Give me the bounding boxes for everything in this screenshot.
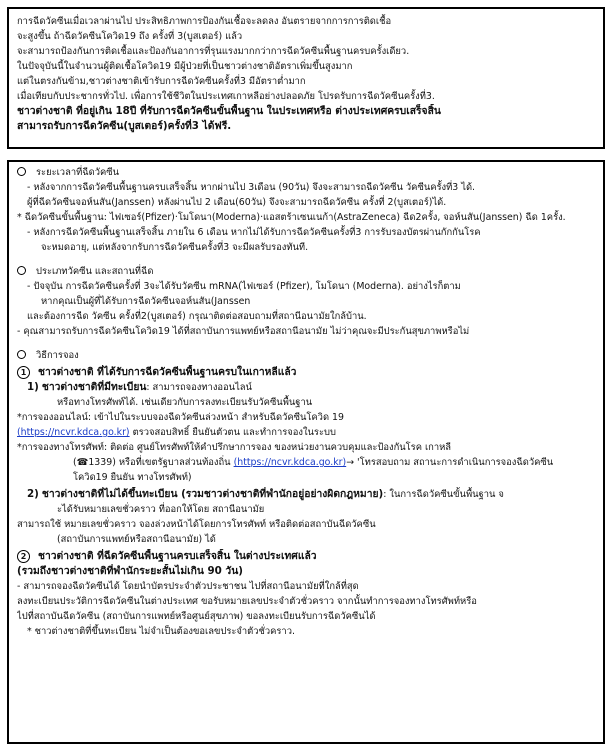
booking-section2-subtitle: (รวมถึงชาวต่างชาติที่พำนักระยะสั้นไม่เกิน 90 วัน): [17, 565, 243, 577]
vaccine-type-heading-text: ประเภทวัคซีน และสถานที่ฉีด: [36, 266, 154, 277]
sub2-line: ะได้รับหมายเลขชั่วคราว ที่ออกให้โดย สถานีอนามัย: [57, 504, 265, 515]
intro-line: แต่ในตรงกันข้าม,ชาวต่างชาติเข้ารับการฉีดวัคซีนครั้งที่3 มีอัตราต่ำมาก: [17, 76, 306, 87]
booking-section2-title: [17, 549, 595, 564]
vaccine-type-line: - คุณสามารถรับการฉีดวัคซีนโควิด19 ได้ที่สถาบันการแพทย์หรือสถานีอนามัย ไม่ว่าคุณจะมีประกันสุขภาพหรือไม่: [17, 326, 470, 337]
online-line2-rest: ตรวจสอบสิทธิ์ ยืนยันตัวตน และทำการจองในระบบ: [129, 427, 336, 438]
schedule-heading: [17, 165, 595, 180]
main-box: [7, 160, 605, 744]
phone-booking-line2: [17, 455, 595, 470]
sub1-heading: [17, 380, 595, 395]
circle-bullet-icon: [17, 350, 26, 359]
section2-line: * ชาวต่างชาติที่ขึ้นทะเบียน ไม่จำเป็นต้องขอเลขประจำตัวชั่วคราว.: [27, 626, 295, 637]
schedule-heading-text: ระยะเวลาที่ฉีดวัคซีน: [36, 167, 120, 178]
sub1-number: 1): [27, 381, 39, 393]
schedule-line: - หลังการฉีดวัคซีนพื้นฐานเสร็จสิ้น ภายใน 6 เดือน หากไม่ได้รับการฉีดวัคซีนครั้งที่3 การรับรองบัตรผ่านกักกันโรค: [27, 227, 481, 238]
vaccine-type-line: หากคุณเป็นผู้ที่ได้รับการฉีดวัคซีนจอห์นสัน(Janssen: [41, 296, 251, 307]
sub1-rest: : สามารถจองทางออนไลน์: [146, 382, 252, 393]
number-circle-icon: 1: [17, 366, 30, 379]
section2-title-text: ชาวต่างชาติ ที่ฉีดวัคซีนพื้นฐานครบเสร็จสิ้น ในต่างประเทศแล้ว: [38, 550, 317, 562]
sub2-heading: [17, 487, 595, 502]
number-circle-icon: 2: [17, 550, 30, 563]
circle-bullet-icon: [17, 266, 26, 275]
online-booking-line: *การจองออนไลน์: เข้าไปในระบบจองฉีดวัคซีนล่วงหน้า สำหรับฉีดวัคซีนโควิด 19: [17, 412, 344, 423]
intro-line: ในปัจจุบันนี้ในจำนวนผู้ติดเชื้อโควิด19 มีผู้ป่วยที่เป็นชาวต่างชาติอัตราเพิ่มขึ้นสูงมาก: [17, 61, 353, 72]
schedule-line: จะหมดอายุ, แต่หลังจากรับการฉีดวัคซีนครั้งที่3 จะมีผลรับรองทันที.: [41, 242, 309, 253]
intro-bold-line: ชาวต่างชาติ ที่อยู่เกิน 18ปี ที่รับการฉีดวัคซีนขั้นพื้นฐาน ในประเทศหรือ ต่างประเทศครบเสร็จสิ้น: [17, 105, 441, 117]
sub2-line: (สถาบันการแพทย์หรือสถานีอนามัย) ได้: [57, 534, 216, 545]
circle-bullet-icon: [17, 167, 26, 176]
intro-line: จะสามารถป้องกันการติดเชื้อและป้องกันอาการที่รุนแรงมากกว่าการฉีดวัคซีนพื้นฐานครบครั้งเดียว.: [17, 46, 410, 57]
section2-line: - สามารถจองฉีดวัคซีนได้ โดยนำบัตรประจำตัวประชาชน ไปที่สถานีอนามัยที่ใกล้ที่สุด: [17, 581, 359, 592]
phone-line2-post: → 'โทรสอบถาม สถานะการดำเนินการจองฉีดวัคซีน: [346, 457, 554, 468]
sub2-line: สามารถใช้ หมายเลขชั่วคราว จองล่วงหน้าได้โดยการโทรศัพท์ หรือติดต่อสถาบันฉีดวัคซีน: [17, 519, 376, 530]
sub2-number: 2): [27, 488, 39, 500]
booking-section1-title: [17, 365, 595, 380]
sub1-line: หรือทางโทรศัพท์ได้. เช่นเดียวกับการลงทะเบียนรับวัคซีนพื้นฐาน: [57, 397, 313, 408]
phone-line2-pre: (☎1339) หรือที่เขตรัฐบาลส่วนท้องถิ่น: [73, 457, 231, 468]
ncvr-link[interactable]: (https://ncvr.kdca.go.kr): [17, 427, 130, 438]
sub1-title: ชาวต่างชาติที่มีทะเบียน: [41, 381, 147, 393]
intro-box: [7, 7, 605, 149]
intro-line: เมื่อเทียบกับประชากรทั่วไป. เพื่อการใช้ชีวิตในประเทศเกาหลีอย่างปลอดภัย โปรดรับการฉีดวัคซีนครั้งที่3.: [17, 91, 435, 102]
vaccine-type-line: และต้องการฉีด วัคซีน ครั้งที่2(บูสเตอร์) กรุณาติดต่อสอบถามที่สถานีอนามัยใกล้บ้าน.: [27, 311, 367, 322]
phone-booking-line: *การจองทางโทรศัพท์: ติดต่อ ศูนย์โทรศัพท์ให้คำปรึกษาการจอง ของหน่วยงานควบคุมและป้องกันโรค เกาหลี: [17, 442, 452, 453]
sub2-rest: : ในการฉีดวัคซีนขั้นพื้นฐาน จ: [383, 489, 504, 500]
vaccine-type-heading: [17, 264, 595, 279]
schedule-line: ผู้ที่ฉีดวัคซีนจอห์นสัน(Janssen) หลังผ่านไป 2 เดือน(60วัน) จึงจะสามารถฉีดวัคซีน ครั้งที่ 2(บูสเตอร์)ได้.: [27, 197, 447, 208]
intro-line: การฉีดวัคซีนเมื่อเวลาผ่านไป ประสิทธิภาพการป้องกันเชื้อจะลดลง อันตรายจากการการติดเชื้อ: [17, 16, 392, 27]
intro-bold-line: สามารถรับการฉีดวัคซีน(บูสเตอร์)ครั้งที่3 ได้ฟรี.: [17, 120, 232, 132]
phone-booking-line3: โควิด19 ยืนยัน ทางโทรศัพท์): [73, 472, 192, 483]
schedule-line: - หลังจากการฉีดวัคซีนพื้นฐานครบเสร็จสิ้น หากผ่านไป 3เดือน (90วัน) จึงจะสามารถฉีดวัคซีน วัคซีนครั้งที่3 ได้.: [27, 182, 476, 193]
schedule-line: * ฉีดวัคซีนขั้นพื้นฐาน: ไฟเซอร์(Pfizer)·โมโดนา(Moderna)·แอสตร้าเซนเนก้า(AstraZeneca) ฉีด2ครั้ง, จอห์นสัน(Janssen) ฉีด 1ครั้ง.: [17, 212, 566, 223]
booking-heading-text: วิธีการจอง: [36, 350, 79, 361]
online-booking-line2: [17, 425, 595, 440]
sub2-title: ชาวต่างชาติที่ไม่ได้ขึ้นทะเบียน (รวมชาวต่างชาติที่พำนักอยู่อย่างผิดกฎหมาย): [41, 488, 384, 500]
intro-line: จะสูงขึ้น ถ้าฉีดวัคซีนโควิด19 ถึง ครั้งที่ 3(บูสเตอร์) แล้ว: [17, 31, 243, 42]
section1-title-text: ชาวต่างชาติ ที่ได้รับการฉีดวัคซีนพื้นฐานครบในเกาหลีแล้ว: [38, 366, 297, 378]
ncvr-link-phone[interactable]: (https://ncvr.kdca.go.kr): [233, 457, 347, 468]
section2-line: ลงทะเบียนประวัติการฉีดวัคซีนในต่างประเทศ ขอรับหมายเลขประจำตัวชั่วคราว จากนั้นทำการจองทางโทรศัพท์หรือ: [17, 596, 477, 607]
booking-heading: [17, 348, 595, 363]
section2-line: ไปที่สถาบันฉีดวัคซีน (สถาบันการแพทย์หรือศูนย์สุขภาพ) ขอลงทะเบียนรับการฉีดวัคซีนได้: [17, 611, 376, 622]
vaccine-type-line: - ปัจจุบัน การฉีดวัคซีนครั้งที่ 3จะได้รับวัคซีน mRNA(ไฟเซอร์ (Pfizer), โมโดนา (Moderna). อย่างไรก็ตาม: [27, 281, 461, 292]
